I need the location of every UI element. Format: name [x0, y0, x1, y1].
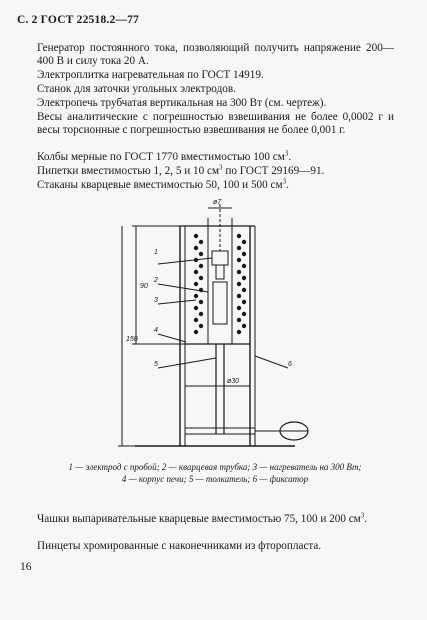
- pipettes-end: по ГОСТ 29169—91.: [222, 165, 325, 177]
- paragraph-pipettes: [37, 165, 394, 178]
- dim-top-label: ø7: [213, 199, 222, 206]
- callout-6: 6: [288, 361, 292, 368]
- paragraph-hotplate: Электроплитка нагревательная по ГОСТ 14919.: [37, 69, 264, 81]
- paragraph-beakers: [37, 179, 394, 192]
- paragraph-generator: Генератор постоянного тока, позволяющий получить напряжение 200—400 В и силу тока 20 А.: [37, 42, 394, 67]
- electrode-body: [213, 282, 227, 324]
- paragraph-scales: Весы аналитические с погрешностью взвешивания не более 0,0002 г и весы торсионные с погрешностью взвешивания не более 0,001 г.: [37, 111, 394, 136]
- flasks-text: Колбы мерные по ГОСТ 1770 вместимостью 100 см: [37, 151, 285, 163]
- paragraph-furnace: Электропечь трубчатая вертикальная на 300 Вт (см. чертеж).: [37, 97, 327, 109]
- page-number: 16: [20, 561, 32, 573]
- callout-5: 5: [154, 361, 158, 368]
- caption-line-1: 1 — электрод с пробой; 2 — кварцевая трубка; 3 — нагреватель на 300 Вт;: [68, 462, 362, 472]
- leader-5: [158, 358, 216, 368]
- beakers-end: .: [286, 179, 289, 191]
- dishes-end: .: [364, 513, 368, 525]
- leader-3: [158, 300, 196, 304]
- flasks-sup: 3: [284, 149, 289, 158]
- electrode-head: [212, 251, 228, 265]
- caption-line-2: 4 — корпус печи; 5 — толкатель; 6 — фиксатор: [121, 473, 309, 484]
- leader-6: [255, 356, 288, 368]
- furnace-drawing: [100, 196, 330, 458]
- paragraph-tweezers: Пинцеты хромированные с наконечниками из фторопласта.: [37, 540, 322, 552]
- lever-bar: [185, 428, 255, 434]
- dim-150-label: 150: [126, 336, 138, 343]
- pipettes-text: Пипетки вместимостью 1, 2, 5 и 10 см: [37, 165, 220, 177]
- figure-caption: [40, 462, 390, 485]
- beakers-text: Стаканы кварцевые вместимостью 50, 100 и 500 см: [37, 179, 283, 191]
- beakers-sup: 3: [282, 177, 287, 186]
- dim-30-label: ø30: [227, 378, 240, 385]
- callout-2: 2: [154, 277, 158, 284]
- callout-1: 1: [154, 249, 158, 256]
- dishes-text: Чашки выпаривательные кварцевые вместимостью 75, 100 и 200 см: [37, 513, 361, 525]
- flasks-end: .: [288, 151, 292, 163]
- page-header: С. 2 ГОСТ 22518.2—77: [17, 14, 140, 26]
- paragraph-dishes: [37, 513, 394, 526]
- callout-4: 4: [154, 327, 158, 334]
- pipettes-sup: 3: [219, 163, 223, 172]
- paragraph-grinder: Станок для заточки угольных электродов.: [37, 83, 236, 95]
- furnace-drawing-svg: [100, 196, 330, 458]
- paragraph-flasks: [37, 151, 394, 164]
- callout-3: 3: [154, 297, 158, 304]
- leader-4: [158, 334, 186, 342]
- electrode-neck: [216, 265, 224, 279]
- dishes-sup: 3: [360, 511, 365, 520]
- dim-90-label: 90: [140, 283, 148, 290]
- heater-coils: [194, 234, 246, 334]
